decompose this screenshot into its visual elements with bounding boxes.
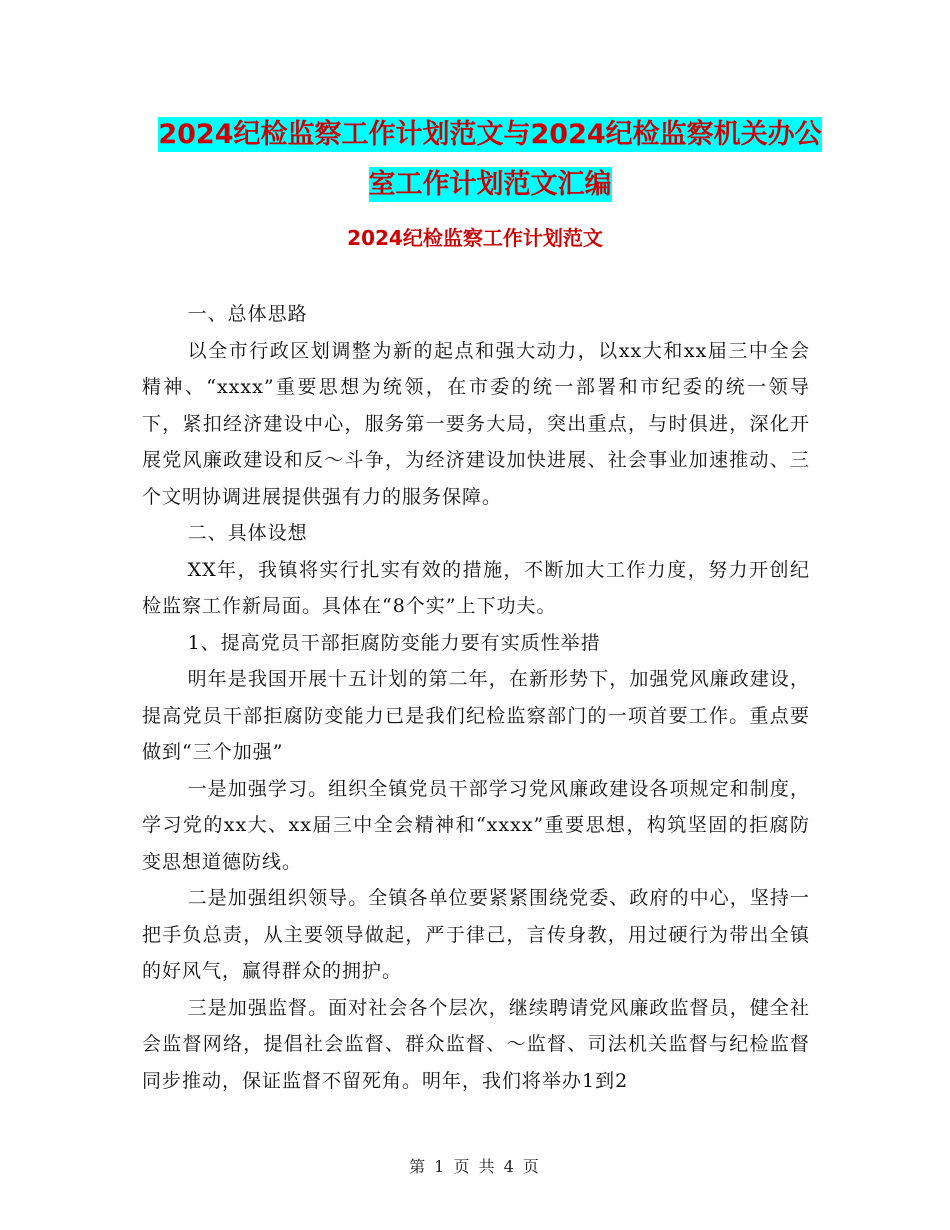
- body-paragraph: 二是加强组织领导。全镇各单位要紧紧围绕党委、政府的中心，坚持一把手负总责，从主要领导做起，严于律己，言传身教，用过硬行为带出全镇的好风气，赢得群众的拥护。: [142, 887, 810, 982]
- page-footer: 第 1 页 共 4 页: [409, 1157, 541, 1176]
- body-paragraph: 明年是我国开展十五计划的第二年，在新形势下，加强党风廉政建设，提高党员干部拒腐防变能力已是我们纪检监察部门的一项首要工作。重点要做到“三个加强”: [142, 668, 810, 763]
- heading-overall-approach: 一、总体思路: [187, 303, 308, 325]
- body-paragraph: XX年，我镇将实行扎实有效的措施，不断加大工作力度，努力开创纪检监察工作新局面。具体在“8个实”上下功夫。: [142, 558, 810, 617]
- document-body: [142, 296, 810, 1099]
- section-title: 2024纪检监察工作计划范文: [347, 226, 603, 250]
- body-paragraph: 以全市行政区划调整为新的起点和强大动力，以xx大和xx届三中全会精神、“xxxx”重要思想为统领，在市委的统一部署和市纪委的统一领导下，紧扣经济建设中心，服务第一要务大局，突出重点，与时俱进，深化开展党风廉政建设和反～斗争，为经济建设加快进展、社会事业加速推动、三个文明协调进展提供强有力的服务保障。: [142, 339, 810, 508]
- subheading-item-1: 1、提高党员干部拒腐防变能力要有实质性举措: [187, 631, 601, 654]
- document-title: [140, 110, 840, 210]
- body-paragraph: 三是加强监督。面对社会各个层次，继续聘请党风廉政监督员，健全社会监督网络，提倡社会监督、群众监督、～监督、司法机关监督与纪检监督同步推动，保证监督不留死角。明年，我们将举办1到2: [142, 996, 810, 1092]
- heading-specific-plans: 二、具体设想: [187, 522, 308, 544]
- document-title-line-1: 2024纪检监察工作计划范文与2024纪检监察机关办公: [158, 119, 822, 150]
- document-title-line-2: 室工作计划范文汇编: [368, 169, 612, 200]
- body-paragraph: 一是加强学习。组织全镇党员干部学习党风廉政建设各项规定和制度，学习党的xx大、xx届三中全会精神和“xxxx”重要思想，构筑坚固的拒腐防变思想道德防线。: [142, 777, 810, 873]
